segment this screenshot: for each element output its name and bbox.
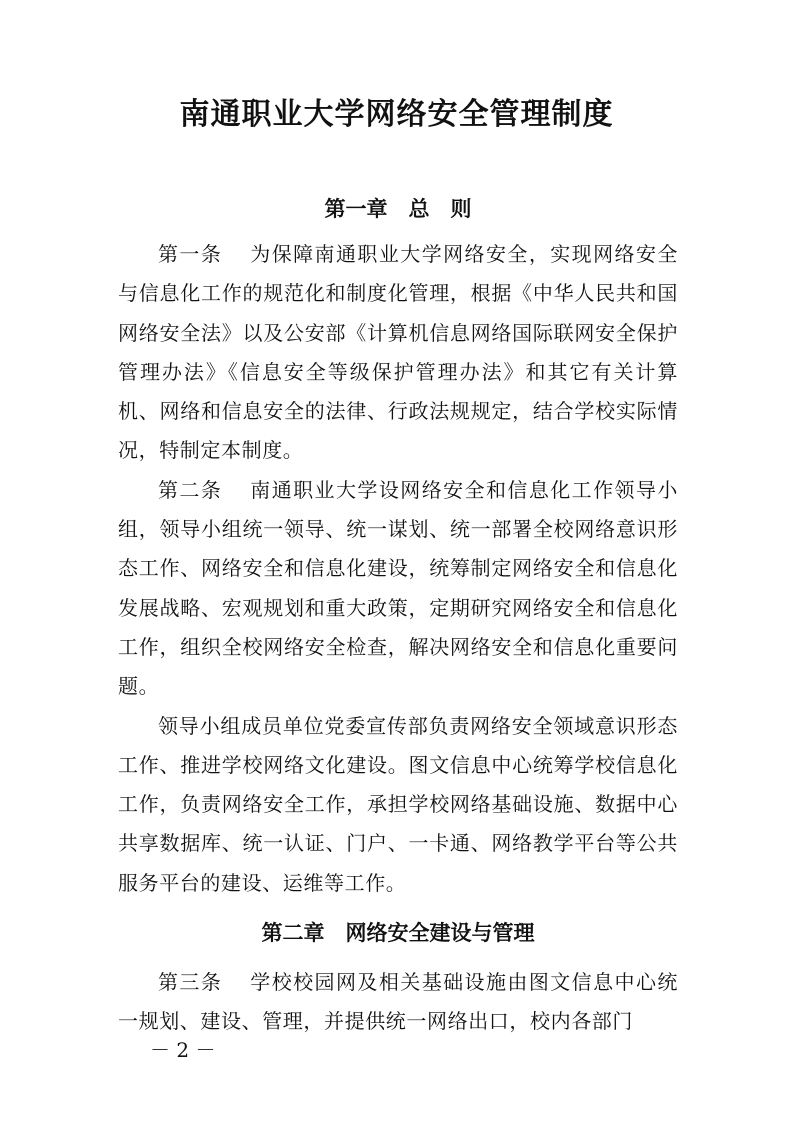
page-number: － 2 － (150, 1038, 216, 1062)
article-2-label: 第二条 (158, 477, 223, 502)
article-3 (118, 963, 678, 1042)
article-3-text: 学校校园网及相关基础设施由图文信息中心统一规划、建设、管理，并提供统一网络出口，校内各部门 (118, 970, 678, 1034)
article-3-label: 第三条 (158, 970, 223, 995)
document-title: 南通职业大学网络安全管理制度 (179, 97, 614, 132)
document-body (118, 183, 678, 1042)
article-2 (118, 471, 678, 707)
chapter-1-heading: 第一章 总 则 (324, 197, 472, 221)
article-1-text: 为保障南通职业大学网络安全，实现网络安全与信息化工作的规范化和制度化管理，根据《中华人民共和国网络安全法》以及公安部《计算机信息网络国际联网安全保护管理办法》《信息安全等级保护管理办法》和其它有关计算机、网络和信息安全的法律、行政法规规定，结合学校实际情况，特制定本制度。 (118, 242, 678, 463)
chapter-2-heading: 第二章 网络安全建设与管理 (261, 921, 535, 946)
article-1 (118, 235, 678, 471)
article-1-label: 第一条 (158, 242, 223, 266)
paragraph-3: 领导小组成员单位党委宣传部负责网络安全领域意识形态工作、推进学校网络文化建设。图文信息中心统筹学校信息化工作，负责网络安全工作，承担学校网络基础设施、数据中心共享数据库、统一认证、门户、一卡通、网络教学平台等公共服务平台的建设、运维等工作。 (118, 713, 678, 895)
article-2-text: 南通职业大学设网络安全和信息化工作领导小组，领导小组统一领导、统一谋划、统一部署全校网络意识形态工作、网络安全和信息化建设，统筹制定网络安全和信息化发展战略、宏观规划和重大政策，定期研究网络安全和信息化工作，组织全校网络安全检查，解决网络安全和信息化重要问题。 (118, 477, 678, 699)
